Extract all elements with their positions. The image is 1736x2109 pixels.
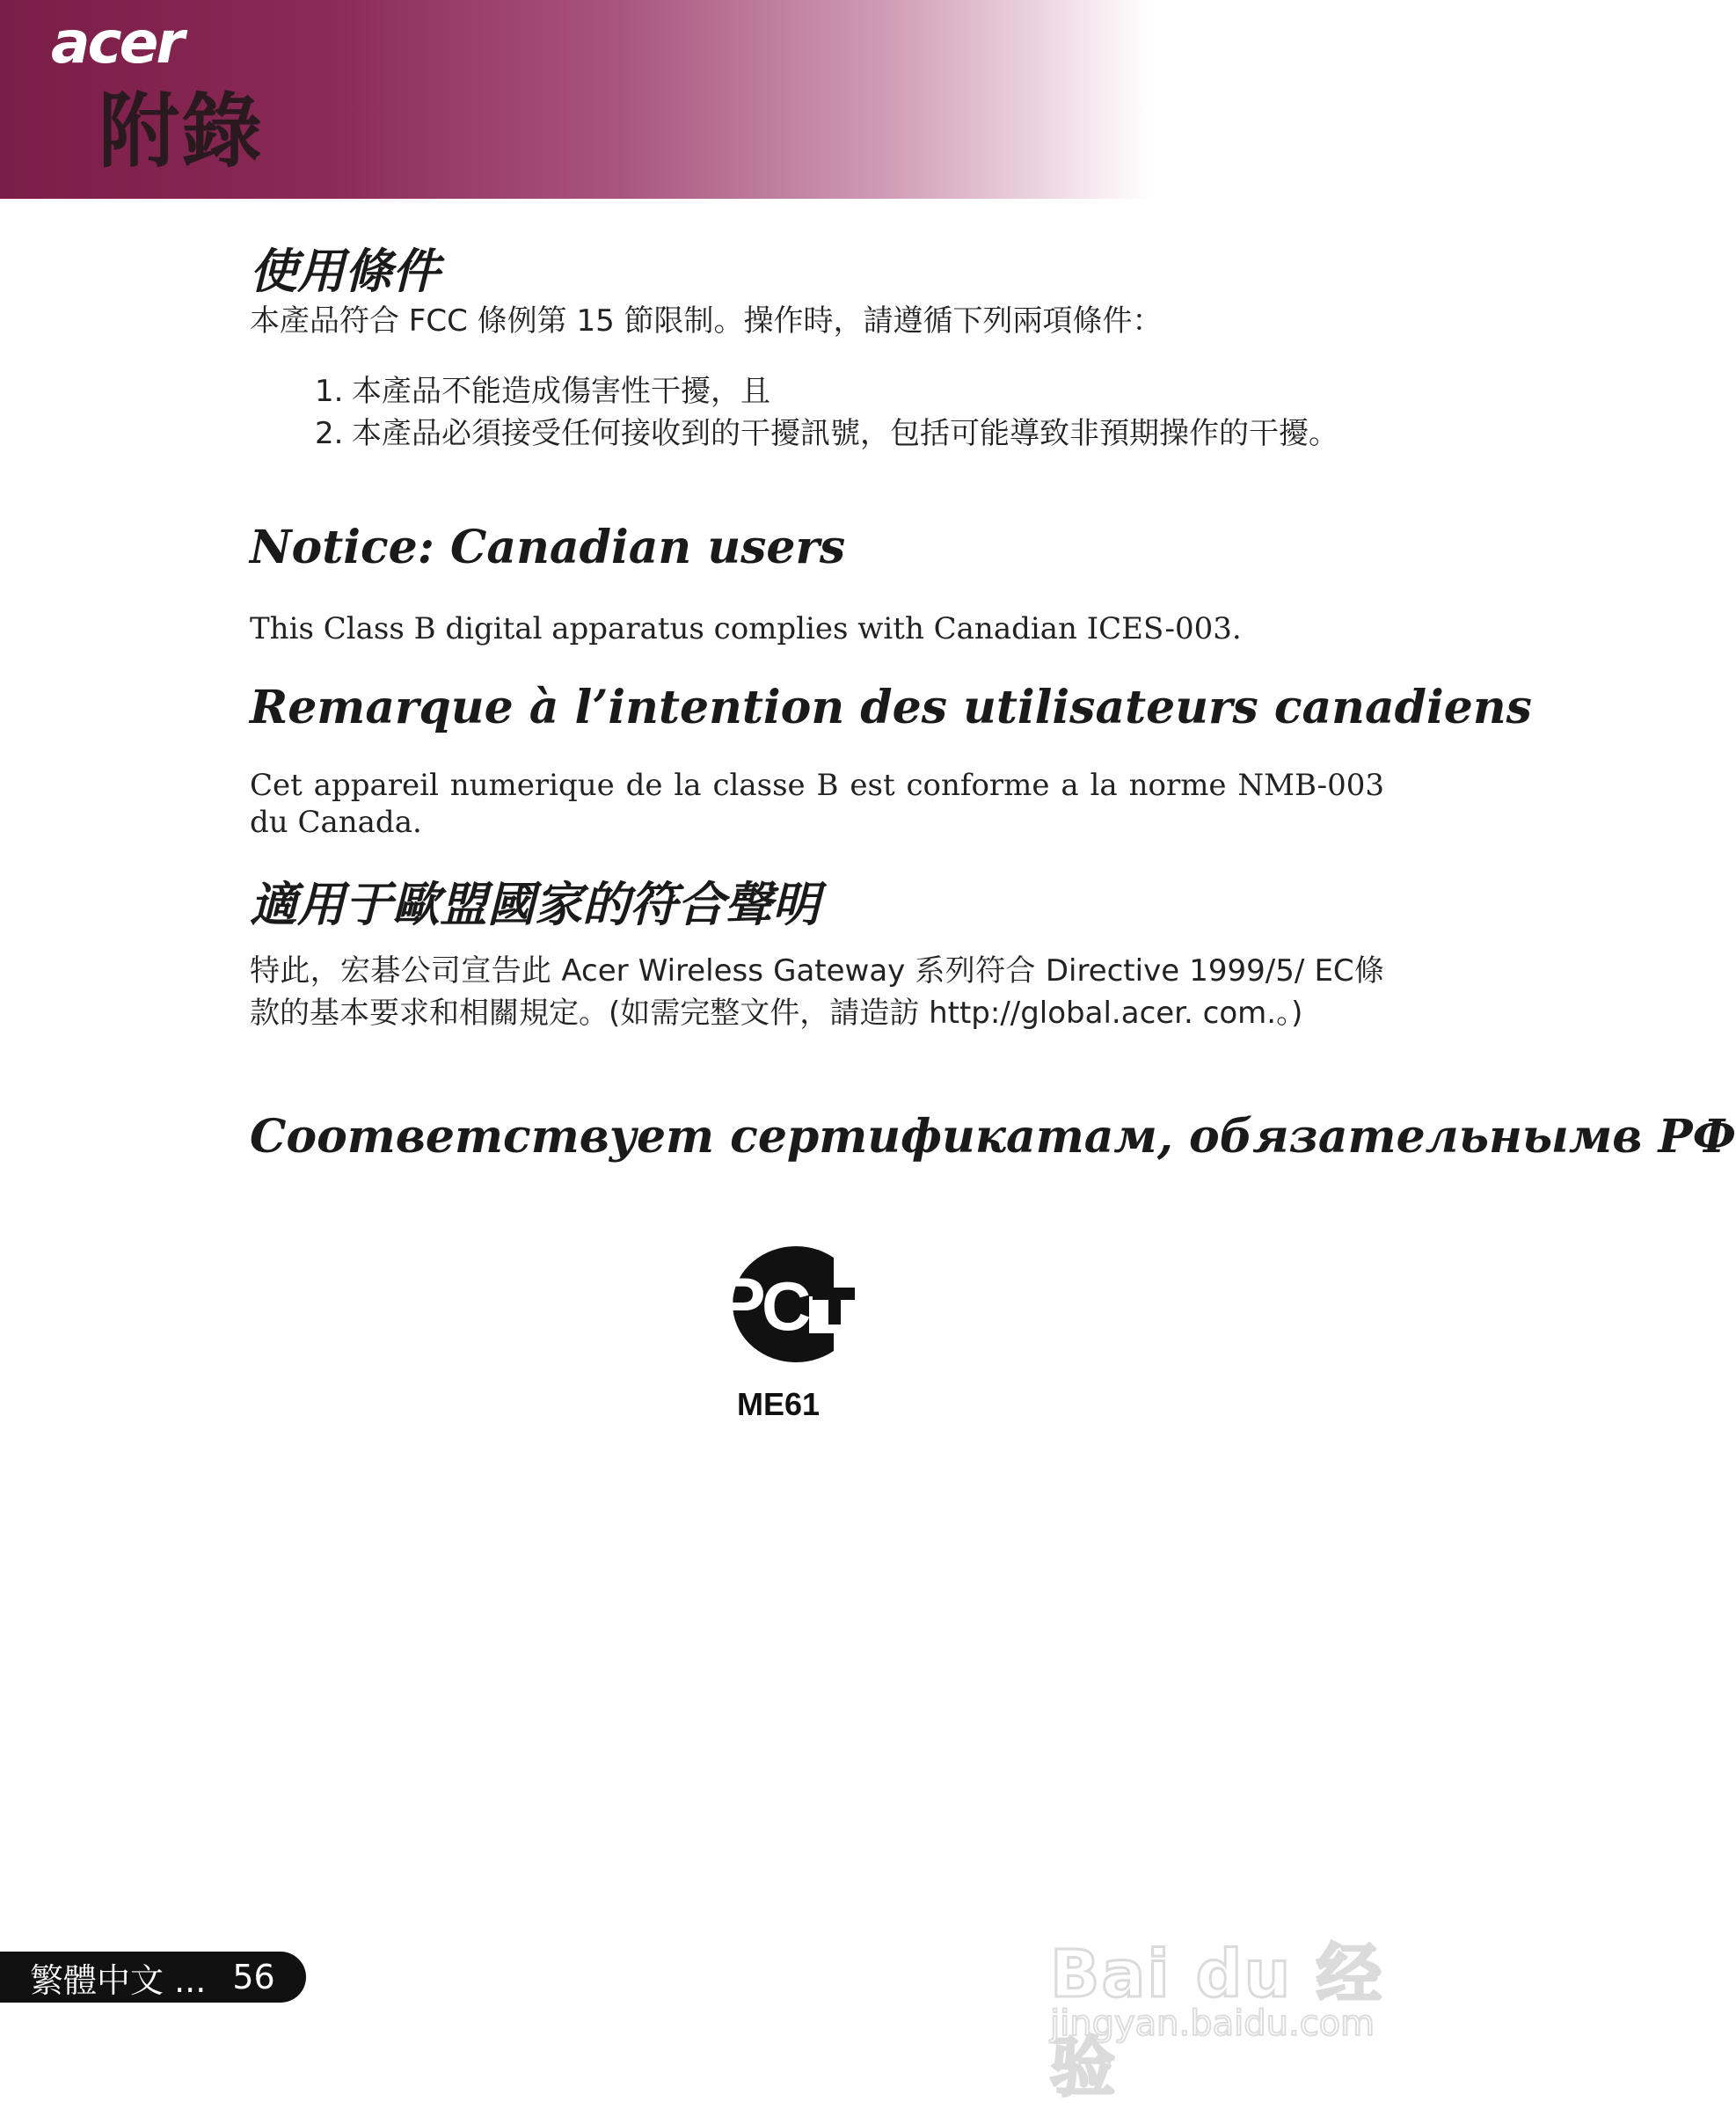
svg-text:P: P [718,1264,766,1344]
logo-caption: ME61 [736,1386,821,1422]
footer-language: 繁體中文 ... [30,1960,207,2000]
page-number: 56 [232,1958,275,1996]
list-text: 本產品必須接受任何接收到的干擾訊號，包括可能導致非預期操作的干擾。 [352,416,1338,451]
canada-fr-heading: Remarque à l’intention des utilisateurs canadiens [250,681,1532,734]
footer-page-tab [0,1952,306,2003]
canada-fr-body: Cet appareil numerique de la classe B est conforme a la norme NMB-003 du Canada. [250,768,1384,840]
conditions-intro: 本產品符合 FCC 條例第 15 節限制。操作時，請遵循下列兩項條件： [250,303,1163,339]
list-text: 本產品不能造成傷害性干擾，且 [352,374,770,409]
chapter-title: 附錄 [98,84,265,179]
svg-text:C: C [762,1267,812,1345]
list-number: 2. [315,416,344,451]
acer-logo: acer [51,9,182,77]
baidu-watermark [1050,1891,1402,2105]
watermark-url: jingyan.baidu.com [1050,2003,1375,2044]
eu-heading: 適用于歐盟國家的符合聲明 [250,877,820,932]
list-item [315,373,1388,410]
pct-certification-logo [702,1242,855,1367]
canada-body: This Class B digital apparatus complies with Canadian ICES-003. [250,611,1242,646]
russia-heading: Соответствует сертификатам, обязательнымв РФ [250,1110,1736,1164]
header-banner [0,0,1476,199]
conditions-heading: 使用條件 [250,244,440,299]
eu-body: 特此，宏碁公司宣告此 Acer Wireless Gateway 系列符合 Directive 1999/5/ EC條款的基本要求和相關規定。(如需完整文件，請造訪 http://global.acer. com.。) [250,953,1384,1031]
list-number: 1. [315,374,344,409]
canada-heading: Notice: Canadian users [250,521,846,574]
list-item [315,415,1388,452]
watermark-text: Bai du 经验 [1050,1937,1383,2105]
